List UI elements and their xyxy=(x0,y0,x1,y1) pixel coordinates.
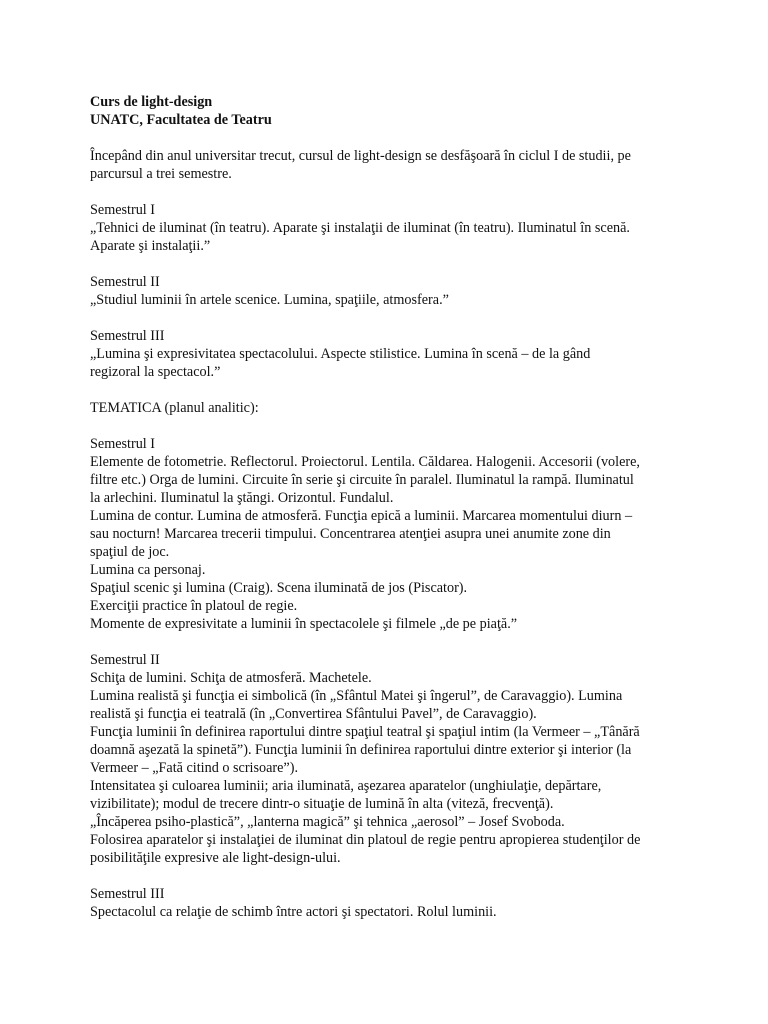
semester-description: „Studiul luminii în artele scenice. Lumina, spaţiile, atmosfera.” xyxy=(90,292,449,308)
tematica-line: Vermeer – „Fată citind o scrisoare”). xyxy=(90,760,298,776)
tematica-line: Spectacolul ca relaţie de schimb între actori şi spectatori. Rolul luminii. xyxy=(90,904,497,920)
semester-heading: Semestrul II xyxy=(90,274,160,290)
tematica-line: Lumina de contur. Lumina de atmosferă. Funcţia epică a luminii. Marcarea momentului diurn – xyxy=(90,508,633,524)
tematica-line: Exerciţii practice în platoul de regie. xyxy=(90,598,298,614)
tematica-semester-heading: Semestrul I xyxy=(90,436,156,452)
tematica-line: vizibilitate); modul de trecere dintr-o situaţie de lumină în alta (viteză, frecvenţă). xyxy=(90,796,554,812)
tematica-line: realistă şi funcţia ei teatrală (în „Convertirea Sfântului Pavel”, de Caravaggio). xyxy=(90,706,537,722)
tematica-line: Intensitatea şi culoarea luminii; aria iluminată, aşezarea aparatelor (unghiulaţie, depărtare, xyxy=(90,778,602,794)
semester-description: Aparate şi instalaţii.” xyxy=(90,238,211,254)
tematica-line: spaţiul de joc. xyxy=(90,544,170,560)
tematica-line: la arlechini. Iluminatul la ştăngi. Orizontul. Fundalul. xyxy=(90,490,394,506)
tematica-line: Spaţiul scenic şi lumina (Craig). Scena iluminată de jos (Piscator). xyxy=(90,580,468,596)
tematica-line: filtre etc.) Orga de lumini. Circuite în serie şi circuite în paralel. Iluminatul la rampă. Iluminatul xyxy=(90,472,634,488)
document-page xyxy=(90,93,690,921)
tematica-line: Schiţa de lumini. Schiţa de atmosferă. Machetele. xyxy=(90,670,372,686)
document-institution: UNATC, Facultatea de Teatru xyxy=(90,112,272,128)
semester-description: regizoral la spectacol.” xyxy=(90,364,221,380)
tematica-semester-heading: Semestrul III xyxy=(90,886,165,902)
tematica-line: Lumina ca personaj. xyxy=(90,562,206,578)
semester-heading: Semestrul III xyxy=(90,328,165,344)
semester-description: „Tehnici de iluminat (în teatru). Aparate şi instalaţii de iluminat (în teatru). Iluminatul în scenă. xyxy=(90,220,630,236)
tematica-line: posibilităţile expresive ale light-design-ului. xyxy=(90,850,341,866)
intro-line: parcursul a trei semestre. xyxy=(90,166,232,182)
tematica-line: Funcţia luminii în definirea raportului dintre spaţiul teatral şi spaţiul intim (la Vermeer – „Tânără xyxy=(90,724,640,740)
semester-description: „Lumina şi expresivitatea spectacolului. Aspecte stilistice. Lumina în scenă – de la gând xyxy=(90,346,591,362)
tematica-line: Momente de expresivitate a luminii în spectacolele şi filmele „de pe piaţă.” xyxy=(90,616,518,632)
tematica-line: Lumina realistă şi funcţia ei simbolică (în „Sfântul Matei şi îngerul”, de Caravaggio). Lumina xyxy=(90,688,623,704)
semester-heading: Semestrul I xyxy=(90,202,156,218)
tematica-line: doamnă aşezată la spinetă”). Funcţia luminii în definirea raportului dintre exterior şi interior (la xyxy=(90,742,632,758)
tematica-line: sau nocturn! Marcarea trecerii timpului. Concentrarea atenţiei asupra unei anumite zone din xyxy=(90,526,611,542)
document-title: Curs de light-design xyxy=(90,94,213,110)
tematica-line: Elemente de fotometrie. Reflectorul. Proiectorul. Lentila. Căldarea. Halogenii. Accesorii (volere, xyxy=(90,454,640,470)
intro-line: Începând din anul universitar trecut, cursul de light-design se desfăşoară în ciclul I de studii, pe xyxy=(90,148,631,164)
tematica-heading: TEMATICA (planul analitic): xyxy=(90,400,259,416)
tematica-semester-heading: Semestrul II xyxy=(90,652,160,668)
tematica-line: „Încăperea psiho-plastică”, „lanterna magică” şi tehnica „aerosol” – Josef Svoboda. xyxy=(90,814,565,830)
tematica-line: Folosirea aparatelor şi instalaţiei de iluminat din platoul de regie pentru apropierea studenţilor de xyxy=(90,832,641,848)
